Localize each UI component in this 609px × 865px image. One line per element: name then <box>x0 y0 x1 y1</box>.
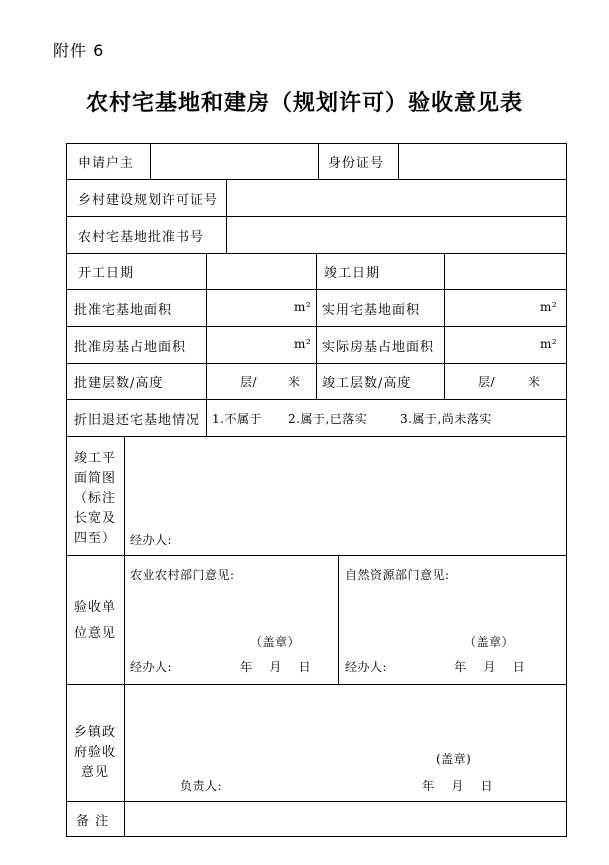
completed-floors-height-label: 竣工层数/高度 <box>322 376 412 391</box>
agri-dept-opinion: 农业农村部门意见: <box>130 568 235 582</box>
actual-homestead-area-label: 实用宅基地面积 <box>322 303 421 318</box>
approved-footprint-area-label: 批准房基占地面积 <box>74 340 187 355</box>
rule <box>66 555 567 556</box>
area-unit: m² <box>294 337 312 351</box>
agri-handler: 经办人: <box>130 660 173 674</box>
rule <box>66 143 567 144</box>
rule <box>66 801 567 802</box>
resource-date: 年 月 日 <box>454 660 526 674</box>
meters-unit: 米 <box>528 375 541 389</box>
meters-unit: 米 <box>288 375 301 389</box>
resource-seal: （盖章） <box>464 635 515 649</box>
planning-permit-label: 乡村建设规划许可证号 <box>78 193 219 208</box>
demolition-option-3: 3.属于,尚未落实 <box>400 412 492 426</box>
township-label: 乡镇政 府验收 意见 <box>73 725 116 780</box>
form-title: 农村宅基地和建房（规划许可）验收意见表 <box>85 90 523 116</box>
actual-footprint-area-label: 实际房基占地面积 <box>322 340 435 355</box>
sketch-label: 竣工平 面简图 （标注 长宽及 四至） <box>73 451 116 546</box>
approved-floors-height-label: 批建层数/高度 <box>74 376 164 391</box>
area-unit: m² <box>540 300 558 314</box>
rule <box>316 253 317 400</box>
remarks-label: 备 注 <box>76 814 110 829</box>
rule <box>226 179 227 254</box>
approved-homestead-area-label: 批准宅基地面积 <box>74 303 173 318</box>
resource-handler: 经办人: <box>345 660 388 674</box>
rule <box>66 684 567 685</box>
resource-dept-opinion: 自然资源部门意见: <box>345 568 450 582</box>
demolition-return-label: 折旧退还宅基地情况 <box>74 413 201 428</box>
start-date-label: 开工日期 <box>78 266 135 281</box>
area-unit: m² <box>294 300 312 314</box>
homestead-approval-label: 农村宅基地批准书号 <box>78 230 205 245</box>
floors-unit: 层/ <box>478 375 496 389</box>
rule <box>566 143 567 837</box>
rule <box>398 143 399 180</box>
floors-unit: 层/ <box>240 375 258 389</box>
completion-date-label: 竣工日期 <box>324 266 381 281</box>
rule <box>444 253 445 400</box>
acceptance-label: 验收单 位意见 <box>73 600 116 641</box>
rule <box>124 436 125 837</box>
township-responsible: 负责人: <box>180 779 223 793</box>
rule <box>66 836 567 837</box>
rule <box>206 399 207 436</box>
township-date: 年 月 日 <box>422 779 494 793</box>
rule <box>318 143 319 180</box>
rule <box>66 216 567 217</box>
area-unit: m² <box>540 337 558 351</box>
demolition-option-1: 1.不属于 <box>212 412 262 426</box>
rule <box>206 253 207 400</box>
agri-date: 年 月 日 <box>240 660 312 674</box>
agri-seal: （盖章） <box>250 635 301 649</box>
rule <box>338 555 339 685</box>
rule <box>66 436 567 437</box>
attachment-label: 附件 6 <box>53 41 105 60</box>
applicant-label: 申请户主 <box>78 156 135 171</box>
township-seal: (盖章) <box>436 752 472 766</box>
sketch-handler: 经办人: <box>130 533 173 547</box>
acceptance-form-table <box>66 143 567 837</box>
demolition-option-2: 2.属于,已落实 <box>288 412 368 426</box>
id-number-label: 身份证号 <box>328 156 385 171</box>
rule <box>150 143 151 180</box>
rule <box>66 143 67 837</box>
rule <box>66 179 567 180</box>
